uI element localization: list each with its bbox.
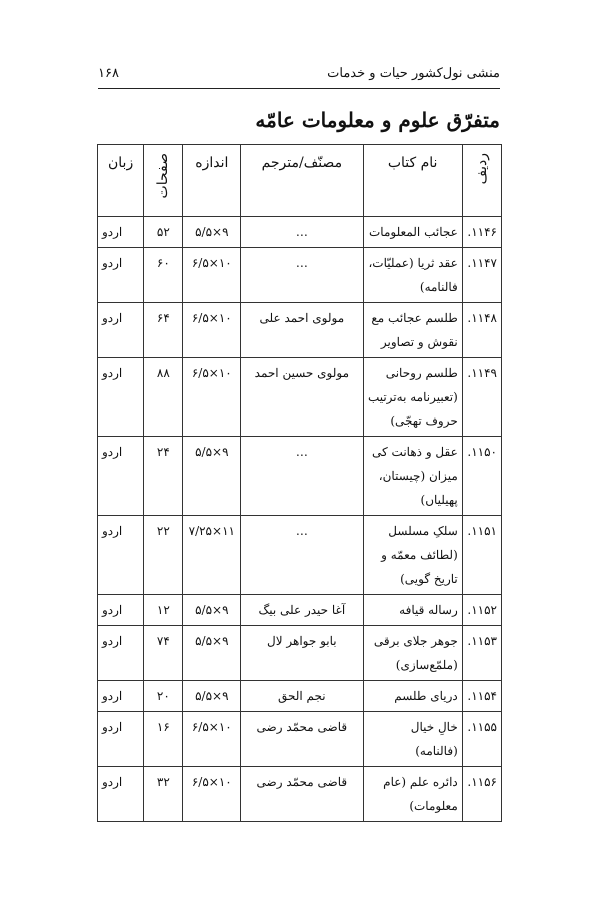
book-language: اردو (98, 303, 144, 358)
book-size: ۱۰×۶/۵ (183, 248, 241, 303)
row-number: ۱۱۴۶. (462, 217, 501, 248)
book-size: ۹×۵/۵ (183, 681, 241, 712)
book-pages: ۶۰ (144, 248, 183, 303)
row-number: ۱۱۵۴. (462, 681, 501, 712)
table-body (98, 217, 502, 822)
book-pages: ۶۴ (144, 303, 183, 358)
column-header-author: مصنّف/مترجم (241, 145, 363, 217)
book-title: دریای طلسم (363, 681, 462, 712)
book-language: اردو (98, 248, 144, 303)
book-title: عقل و ذهانت کی میزان (چیستان، پهیلیاں) (363, 437, 462, 516)
book-language: اردو (98, 516, 144, 595)
book-title: خالِ خیال (فالنامه) (363, 712, 462, 767)
book-pages: ۱۶ (144, 712, 183, 767)
column-header-language: زبان (98, 145, 144, 217)
book-size: ۱۱×۷/۲۵ (183, 516, 241, 595)
table-row (98, 712, 502, 767)
book-author: … (241, 248, 363, 303)
row-number: ۱۱۴۹. (462, 358, 501, 437)
book-language: اردو (98, 767, 144, 822)
table-row (98, 626, 502, 681)
book-title: طلسم روحانی (تعبیرنامه به‌ترتیب حروف تهجّی) (363, 358, 462, 437)
column-header-size: اندازه (183, 145, 241, 217)
book-language: اردو (98, 681, 144, 712)
table-row (98, 516, 502, 595)
table-row (98, 248, 502, 303)
table-row (98, 437, 502, 516)
column-header-pages: صفحات (144, 145, 183, 217)
book-size: ۹×۵/۵ (183, 437, 241, 516)
book-size: ۱۰×۶/۵ (183, 303, 241, 358)
book-pages: ۵۲ (144, 217, 183, 248)
book-language: اردو (98, 595, 144, 626)
book-title: رساله قیافه (363, 595, 462, 626)
row-number: ۱۱۴۷. (462, 248, 501, 303)
book-pages: ۲۴ (144, 437, 183, 516)
row-number: ۱۱۵۲. (462, 595, 501, 626)
table-row (98, 595, 502, 626)
row-number: ۱۱۴۸. (462, 303, 501, 358)
page-number: ۱۶۸ (98, 66, 119, 81)
table-row (98, 681, 502, 712)
table-row (98, 303, 502, 358)
book-size: ۹×۵/۵ (183, 217, 241, 248)
row-number: ۱۱۵۰. (462, 437, 501, 516)
book-title: عجائب المعلومات (363, 217, 462, 248)
page-header (98, 62, 500, 89)
table-header-row (98, 145, 502, 217)
row-number: ۱۱۵۶. (462, 767, 501, 822)
book-language: اردو (98, 358, 144, 437)
book-author: قاضی محمّد رضی (241, 767, 363, 822)
row-number: ۱۱۵۳. (462, 626, 501, 681)
book-language: اردو (98, 626, 144, 681)
book-title: عقد ثریا (عملیّات، فالنامه) (363, 248, 462, 303)
book-author: … (241, 437, 363, 516)
table-row (98, 358, 502, 437)
book-language: اردو (98, 712, 144, 767)
book-size: ۱۰×۶/۵ (183, 767, 241, 822)
book-author: نجم الحق (241, 681, 363, 712)
book-size: ۱۰×۶/۵ (183, 712, 241, 767)
book-title: جوهر جلای برقی (ملمّع‌سازی) (363, 626, 462, 681)
book-author: آغا حیدر علی بیگ (241, 595, 363, 626)
book-pages: ۳۲ (144, 767, 183, 822)
book-pages: ۸۸ (144, 358, 183, 437)
book-title: دائره علم (عام معلومات) (363, 767, 462, 822)
book-author: … (241, 217, 363, 248)
book-author: … (241, 516, 363, 595)
book-title: سلکِ مسلسل (لطائف معمّه و تاریخ گویی) (363, 516, 462, 595)
book-author: مولوی حسین احمد (241, 358, 363, 437)
row-number: ۱۱۵۱. (462, 516, 501, 595)
book-pages: ۷۴ (144, 626, 183, 681)
book-pages: ۲۰ (144, 681, 183, 712)
section-title: متفرّق علوم و معلومات عامّه (255, 108, 500, 132)
table-row (98, 217, 502, 248)
catalog-table (97, 144, 502, 822)
book-author: مولوی احمد علی (241, 303, 363, 358)
book-language: اردو (98, 437, 144, 516)
column-header-number: ردیف (462, 145, 501, 217)
table-row (98, 767, 502, 822)
running-title: منشی نول‌کشور حیات و خدمات (327, 66, 500, 81)
book-pages: ۲۲ (144, 516, 183, 595)
row-number: ۱۱۵۵. (462, 712, 501, 767)
book-size: ۹×۵/۵ (183, 595, 241, 626)
book-language: اردو (98, 217, 144, 248)
book-author: قاضی محمّد رضی (241, 712, 363, 767)
book-pages: ۱۲ (144, 595, 183, 626)
book-author: بابو جواهر لال (241, 626, 363, 681)
book-size: ۱۰×۶/۵ (183, 358, 241, 437)
column-header-title: نام کتاب (363, 145, 462, 217)
book-size: ۹×۵/۵ (183, 626, 241, 681)
book-title: طلسم عجائب مع نقوش و تصاویر (363, 303, 462, 358)
